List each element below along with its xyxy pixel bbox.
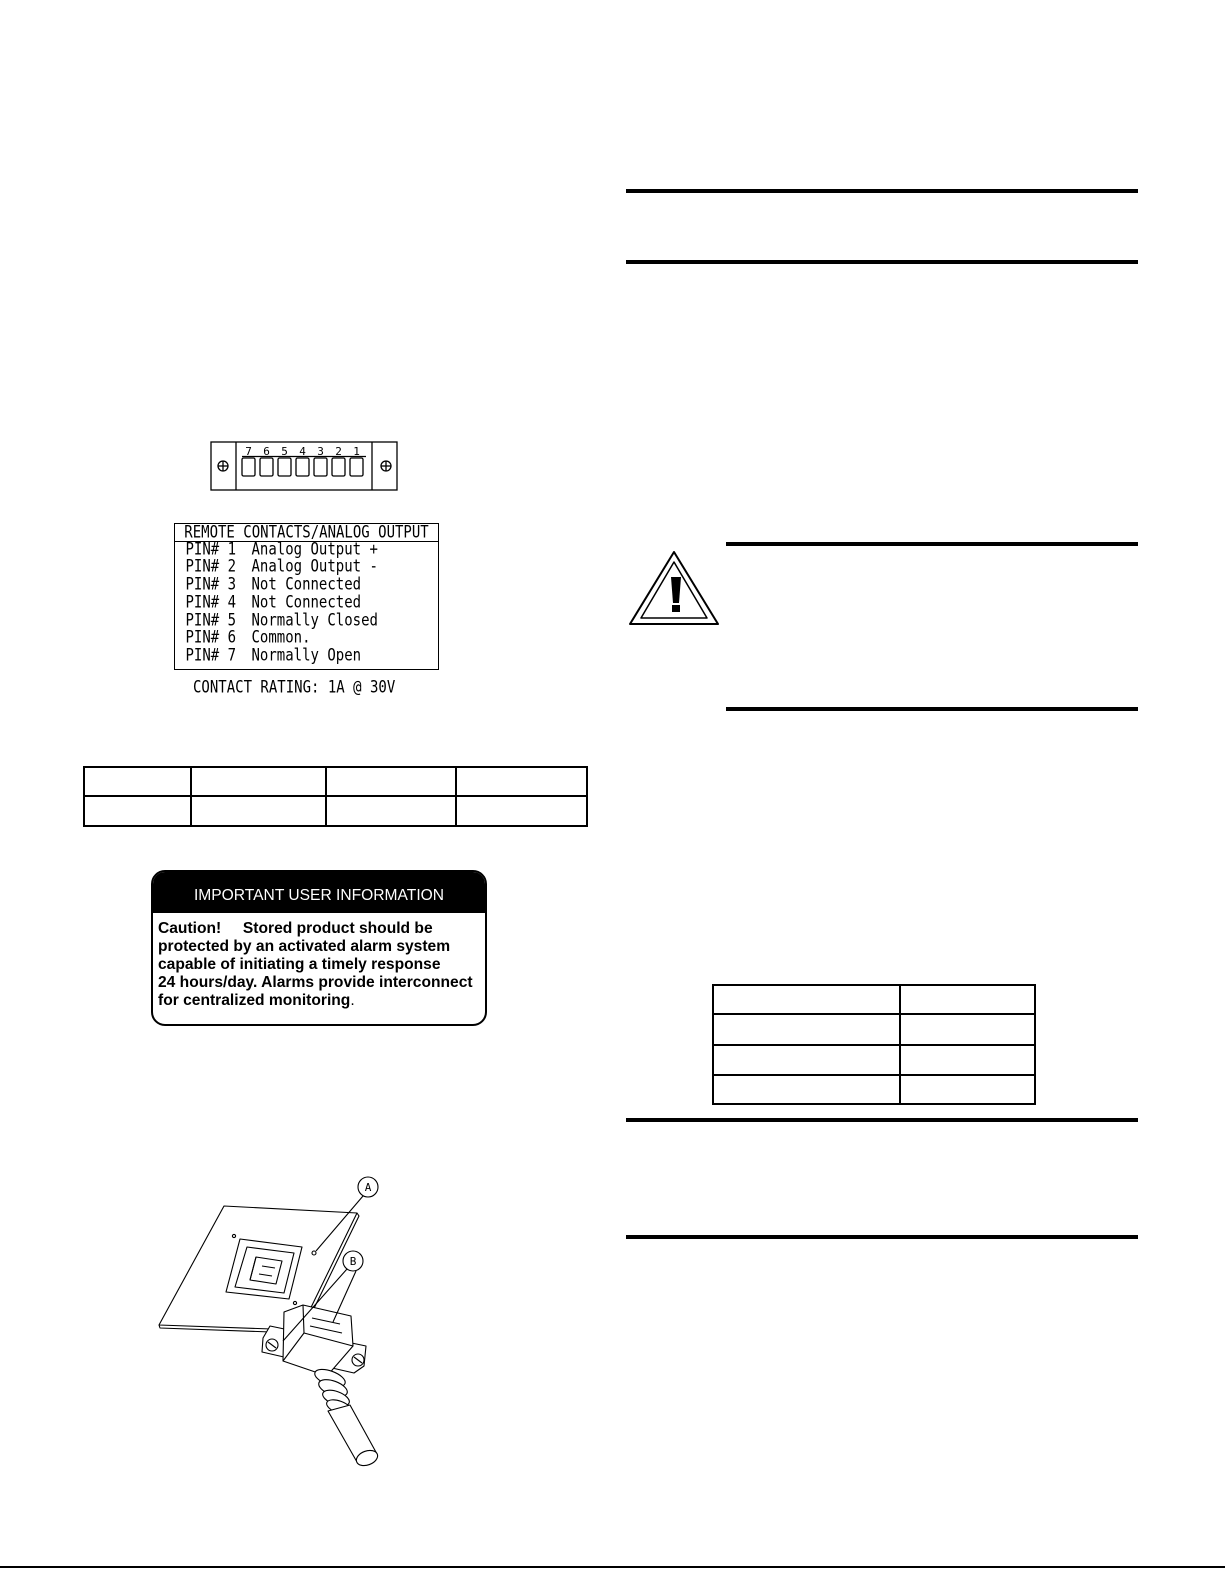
plug-right-screw-icon <box>352 1354 364 1366</box>
page-footer-rule <box>0 1566 1225 1568</box>
pin-number-7: 7 <box>245 445 252 458</box>
pin-id: PIN# 7 <box>185 646 237 666</box>
table-cell <box>714 986 901 1015</box>
connector-figure <box>159 1177 380 1468</box>
power-cable <box>328 1405 380 1468</box>
pin-number-5: 5 <box>281 445 288 458</box>
terminal-pin-6 <box>260 458 273 476</box>
terminal-pin-3 <box>314 458 327 476</box>
important-label-line: 24 hours/day. Alarms provide interconnect <box>158 973 473 991</box>
pinout-title-text: REMOTE CONTACTS/ANALOG OUTPUT <box>184 524 429 542</box>
pin-number-4: 4 <box>299 445 306 458</box>
table-cell <box>901 986 1036 1015</box>
terminal-pin-4 <box>296 458 309 476</box>
table-cell <box>192 768 327 797</box>
callout-b-label: B <box>349 1255 357 1268</box>
rule-note-top <box>626 1118 1138 1122</box>
table-cell <box>714 1015 901 1046</box>
pinout-label <box>174 523 439 670</box>
empty-table-right <box>712 984 1036 1105</box>
table-cell <box>327 768 457 797</box>
pin-function: Normally Closed <box>251 610 378 631</box>
pin-number-6: 6 <box>263 445 270 458</box>
pin-function: Analog Output + <box>251 539 378 559</box>
important-label-line: Caution! Stored product should be <box>158 920 433 937</box>
pin-function: Not Connected <box>251 574 362 595</box>
important-label-line: capable of initiating a timely response <box>158 955 441 973</box>
pin-id: PIN# 6 <box>185 628 237 648</box>
exclamation-bar <box>671 577 681 603</box>
table-cell <box>457 797 588 827</box>
callout-a-label: A <box>364 1181 372 1194</box>
pin-number-3: 3 <box>317 445 324 458</box>
table-cell <box>85 768 192 797</box>
table-cell <box>85 797 192 827</box>
pin-id: PIN# 4 <box>185 592 237 613</box>
pin-function: Common. <box>251 628 311 648</box>
pin-function: Not Connected <box>251 592 362 613</box>
important-label-period: . <box>350 991 355 1009</box>
rule-top-1 <box>626 189 1138 193</box>
table-cell <box>714 1046 901 1076</box>
right-screw-icon <box>381 461 391 471</box>
warning-triangle-icon <box>630 552 718 624</box>
terminal-pin-1 <box>350 458 363 476</box>
table-cell <box>192 797 327 827</box>
pin-number-1: 1 <box>353 445 360 458</box>
pin-id: PIN# 3 <box>185 574 237 595</box>
important-user-information-label <box>151 870 487 1026</box>
contact-rating-text: CONTACT RATING: 1A @ 30V <box>193 678 396 698</box>
pin-id: PIN# 5 <box>185 610 237 631</box>
plug-left-screw-icon <box>266 1339 278 1351</box>
pin-function: Analog Output - <box>251 557 378 577</box>
left-screw-icon <box>218 461 228 471</box>
pinout-row <box>175 648 438 666</box>
pin-id: PIN# 2 <box>185 557 237 577</box>
rule-warning-top <box>726 542 1138 546</box>
table-cell <box>327 797 457 827</box>
table-cell <box>714 1076 901 1105</box>
rule-top-2 <box>626 260 1138 264</box>
table-cell <box>457 768 588 797</box>
pin-number-2: 2 <box>335 445 342 458</box>
rule-warning-bottom <box>726 707 1138 711</box>
table-cell <box>901 1076 1036 1105</box>
important-label-line: protected by an activated alarm system <box>158 937 451 955</box>
important-label-title: IMPORTANT USER INFORMATION <box>153 872 485 913</box>
important-label-body <box>153 913 485 1010</box>
terminal-pin-7 <box>242 458 255 476</box>
terminal-pin-2 <box>332 458 345 476</box>
empty-table-left <box>83 766 588 827</box>
terminal-pin-5 <box>278 458 291 476</box>
table-cell <box>901 1046 1036 1076</box>
exclamation-dot <box>672 605 680 612</box>
important-label-last-line: for centralized monitoring <box>158 991 351 1009</box>
pin-function: Normally Open <box>251 646 362 666</box>
rule-note-bottom <box>626 1235 1138 1239</box>
important-label-line <box>158 992 485 1010</box>
pin-id: PIN# 1 <box>185 539 237 559</box>
contact-rating <box>193 679 395 697</box>
table-cell <box>901 1015 1036 1046</box>
